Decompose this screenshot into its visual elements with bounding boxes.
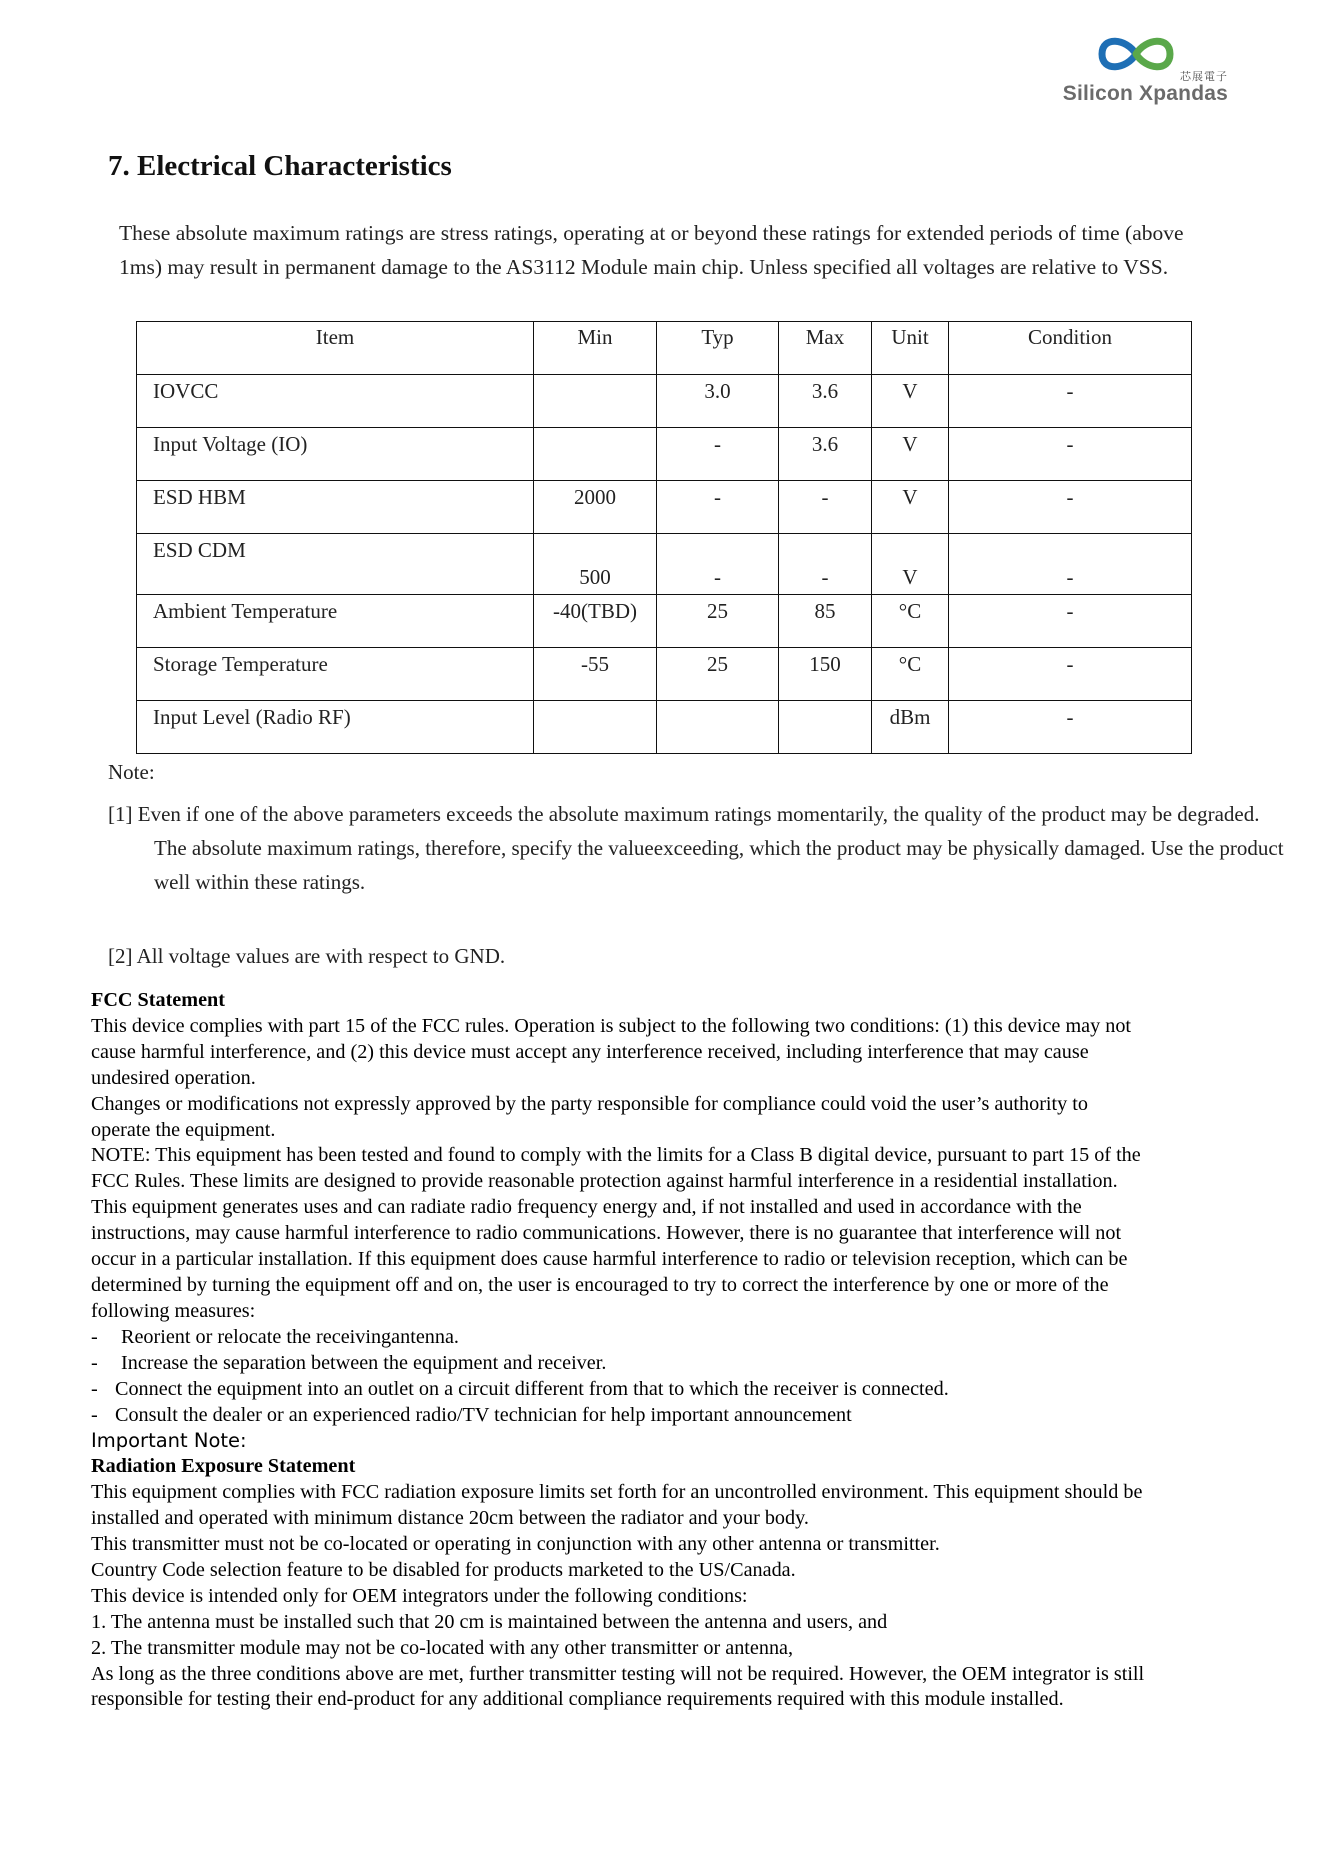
- table-cell: -: [779, 481, 872, 534]
- intro-paragraph: These absolute maximum ratings are stress ratings, operating at or beyond these ratings for extended periods of time (above 1ms) may result in permanent damage to the AS3112 Module main chip. Unless specified all voltages are relative to VSS.: [119, 221, 1184, 279]
- list-item: - Consult the dealer or an experienced radio/TV technician for help important announcement: [91, 1403, 852, 1426]
- table-cell: Input Level (Radio RF): [137, 701, 534, 754]
- table-cell: -: [949, 701, 1192, 754]
- table-row: [137, 428, 1192, 481]
- notes-label: Note:: [108, 760, 155, 784]
- table-cell: 3.6: [779, 375, 872, 428]
- table-cell: °C: [872, 595, 949, 648]
- table-cell: 25: [657, 648, 779, 701]
- radiation-paragraph: This equipment complies with FCC radiation exposure limits set forth for an uncontrolled environment. This equipment should be installed and operated with minimum distance 20cm between the radiator and your body.: [91, 1481, 1143, 1530]
- table-cell: IOVCC: [137, 375, 534, 428]
- table-cell: Storage Temperature: [137, 648, 534, 701]
- column-header: Unit: [872, 322, 949, 375]
- bullet-text: Consult the dealer or an experienced radio/TV technician for help important announcement: [115, 1403, 852, 1426]
- table-row: [137, 648, 1192, 701]
- list-item: - Reorient or relocate the receivingantenna.: [91, 1325, 459, 1348]
- table-row: [137, 375, 1192, 428]
- table-row: [137, 481, 1192, 534]
- table-cell: -55: [534, 648, 657, 701]
- table-cell: V: [872, 428, 949, 481]
- table-cell: -: [657, 428, 779, 481]
- table-row: [137, 701, 1192, 754]
- radiation-paragraph: This device is intended only for OEM integrators under the following conditions:: [91, 1584, 748, 1607]
- radiation-paragraph: Country Code selection feature to be disabled for products marketed to the US/Canada.: [91, 1558, 796, 1581]
- table-cell: ESD HBM: [137, 481, 534, 534]
- column-header: Max: [779, 322, 872, 375]
- table-cell: °C: [872, 648, 949, 701]
- table-cell: -: [657, 481, 779, 534]
- fcc-statement-title: FCC Statement: [91, 989, 225, 1011]
- column-header: Typ: [657, 322, 779, 375]
- electrical-characteristics-table: [136, 321, 1192, 754]
- fcc-paragraph: This device complies with part 15 of the FCC rules. Operation is subject to the following two conditions: (1) this device may not cause harmful interference, and (2) this device must accept any interference received, including interference that may cause undesired operation.: [91, 1014, 1132, 1089]
- table-cell: -: [949, 375, 1192, 428]
- fcc-paragraph: NOTE: This equipment has been tested and found to comply with the limits for a Class B digital device, pursuant to part 15 of the FCC Rules. These limits are designed to provide reasonable protection against harmful interference in a residential installation. This equipment generates uses and can radiate radio frequency energy and, if not installed and used in accordance with the instructions, may cause harmful interference to radio communications. However, there is no guarantee that interference will not occur in a particular installation. If this equipment does cause harmful interference to radio or television reception, which can be determined by turning the equipment off and on, the user is encouraged to try to correct the interference by one or more of the following measures:: [91, 1144, 1141, 1322]
- table-cell: V: [872, 375, 949, 428]
- table-cell: 3.6: [779, 428, 872, 481]
- table-cell: Ambient Temperature: [137, 595, 534, 648]
- table-cell: 2000: [534, 481, 657, 534]
- logo-company-name: Silicon Xpandas: [1062, 82, 1228, 105]
- note-1: [1] Even if one of the above parameters exceeds the absolute maximum ratings momentarily, the quality of the product may be degraded. The absolute maximum ratings, therefore, specify the valueexceeding, which the product may be physically damaged. Use the product well within these ratings.: [108, 802, 1284, 894]
- fcc-paragraph: Changes or modifications not expressly approved by the party responsible for compliance could void the user’s authority to operate the equipment.: [91, 1092, 1088, 1141]
- table-cell: -: [949, 534, 1192, 595]
- table-cell: 3.0: [657, 375, 779, 428]
- infinity-logo-icon: [1096, 32, 1176, 76]
- table-cell: [534, 428, 657, 481]
- important-note-label: Important Note:: [91, 1429, 247, 1453]
- table-cell: ESD CDM: [137, 534, 534, 595]
- list-item: - Increase the separation between the equipment and receiver.: [91, 1351, 607, 1374]
- table-cell: -: [949, 481, 1192, 534]
- fcc-statement-section: [91, 988, 1151, 1713]
- table-cell: -: [949, 595, 1192, 648]
- bullet-text: Reorient or relocate the receivingantenna.: [121, 1325, 459, 1348]
- table-cell: V: [872, 481, 949, 534]
- table-cell: Input Voltage (IO): [137, 428, 534, 481]
- table-cell: -40(TBD): [534, 595, 657, 648]
- table-cell: -: [949, 648, 1192, 701]
- oem-condition-1: 1. The antenna must be installed such that 20 cm is maintained between the antenna and users, and: [91, 1610, 888, 1633]
- table-cell: [779, 701, 872, 754]
- column-header: Item: [137, 322, 534, 375]
- company-logo: [1060, 32, 1240, 108]
- logo-chinese-name: 芯展電子: [1180, 70, 1228, 83]
- bullet-text: Increase the separation between the equipment and receiver.: [121, 1351, 607, 1374]
- column-header: Min: [534, 322, 657, 375]
- list-item: - Connect the equipment into an outlet on a circuit different from that to which the receiver is connected.: [91, 1377, 949, 1400]
- radiation-paragraph: As long as the three conditions above are met, further transmitter testing will not be required. However, the OEM integrator is still responsible for testing their end-product for any additional compliance requirements required with this module installed.: [91, 1662, 1145, 1711]
- table-cell: -: [949, 428, 1192, 481]
- table-row: [137, 595, 1192, 648]
- table-cell: [534, 701, 657, 754]
- radiation-paragraph: This transmitter must not be co-located or operating in conjunction with any other antenna or transmitter.: [91, 1533, 940, 1556]
- bullet-text: Connect the equipment into an outlet on a circuit different from that to which the receiver is connected.: [115, 1377, 949, 1400]
- table-cell: [534, 375, 657, 428]
- table-cell: V: [872, 534, 949, 595]
- table-cell: [657, 701, 779, 754]
- table-header-row: [137, 322, 1192, 375]
- table-cell: 500: [534, 534, 657, 595]
- table-cell: -: [657, 534, 779, 595]
- table-cell: -: [779, 534, 872, 595]
- table-row: [137, 534, 1192, 595]
- table-cell: dBm: [872, 701, 949, 754]
- radiation-exposure-title: Radiation Exposure Statement: [91, 1455, 356, 1478]
- oem-condition-2: 2. The transmitter module may not be co-located with any other transmitter or antenna,: [91, 1636, 794, 1659]
- table-cell: 25: [657, 595, 779, 648]
- table-cell: 85: [779, 595, 872, 648]
- table-cell: 150: [779, 648, 872, 701]
- column-header: Condition: [949, 322, 1192, 375]
- section-title: 7. Electrical Characteristics: [108, 150, 452, 182]
- note-2: [2] All voltage values are with respect to GND.: [108, 944, 506, 968]
